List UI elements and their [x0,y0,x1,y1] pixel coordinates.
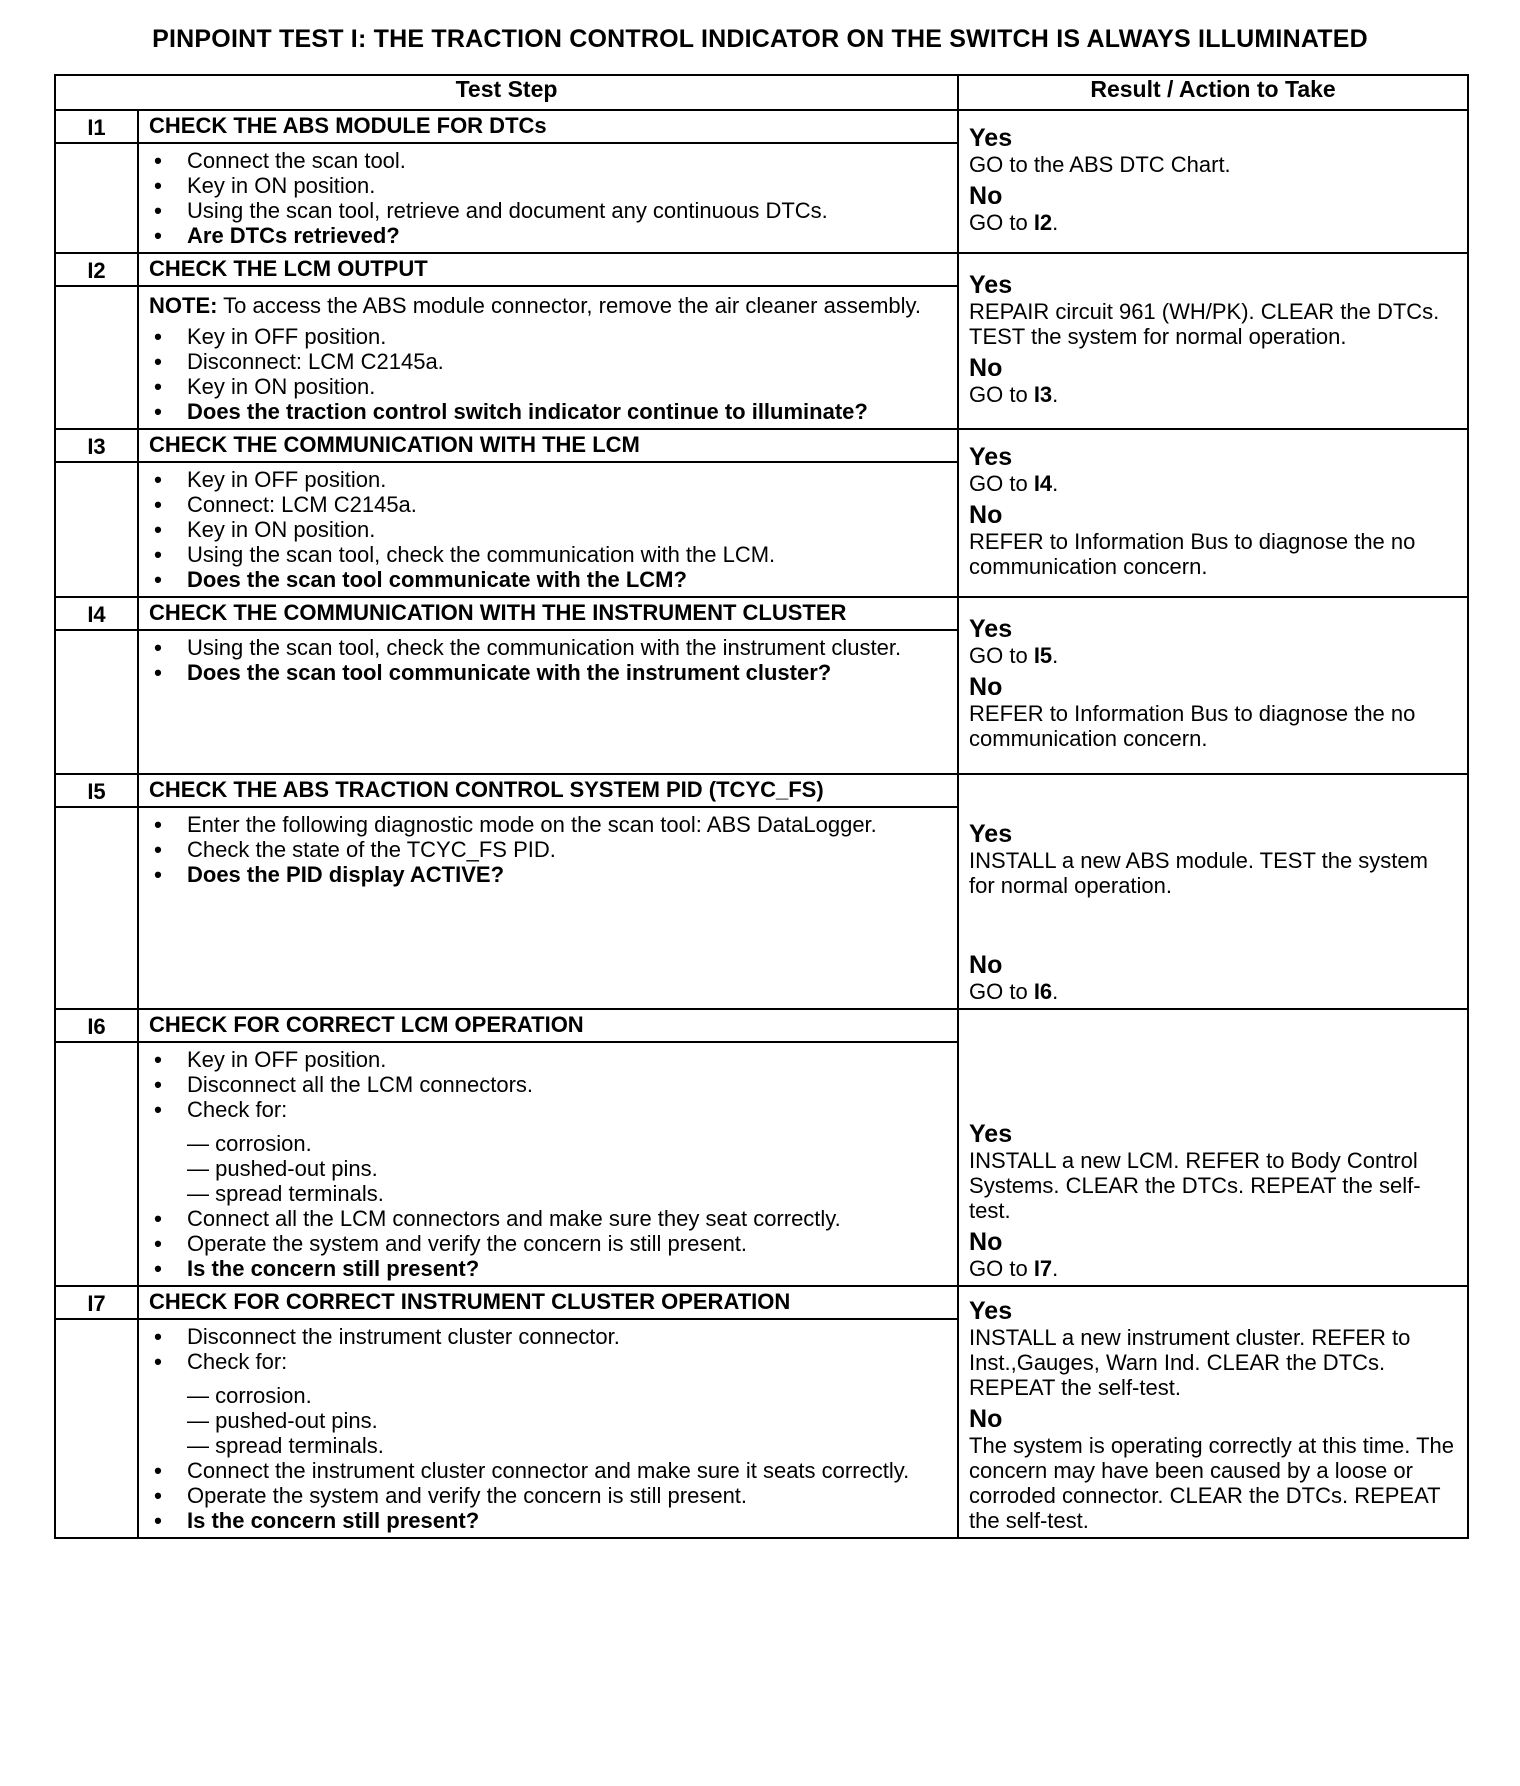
step-row-i6-title [55,1009,1468,1042]
step-bullets [149,1324,947,1533]
no-action: REFER to Information Bus to diagnose the no communication concern. [969,701,1416,751]
yes-label: Yes [969,442,1013,471]
step-title: CHECK THE LCM OUTPUT [138,253,958,286]
header-result: Result / Action to Take [958,75,1468,110]
no-label: No [969,1405,1003,1433]
yes-label: Yes [969,123,1013,152]
list-item: • Connect: LCM C2145a. [154,492,417,517]
step-row-i4-title [55,597,1468,630]
step-result [958,1009,1468,1286]
no-label: No [969,1228,1003,1256]
no-action: REFER to Information Bus to diagnose the no communication concern. [969,528,1416,579]
yes-action: INSTALL a new instrument cluster. REFER to Inst.,Gauges, Warn Ind. CLEAR the DTCs. REPEAT the self-test. [969,1325,1411,1400]
list-item: • Using the scan tool, check the communication with the LCM. [154,542,776,567]
step-result [958,253,1468,429]
no-label: No [969,951,1003,979]
list-item: • Disconnect all the LCM connectors. [154,1072,534,1097]
step-body [138,630,958,774]
yes-action: GO to the ABS DTC Chart. [969,151,1231,177]
table-header-row [55,75,1468,110]
step-title: CHECK FOR CORRECT LCM OPERATION [138,1009,958,1042]
step-result [958,774,1468,1009]
step-id-blank [55,1319,138,1538]
step-id: I6 [55,1009,138,1042]
list-item: • Key in OFF position. [154,324,387,349]
sub-item: — pushed-out pins. [187,1156,378,1181]
step-title: CHECK THE ABS TRACTION CONTROL SYSTEM PID (TCYC_FS) [138,774,958,807]
step-result [958,1286,1468,1538]
step-title: CHECK FOR CORRECT INSTRUMENT CLUSTER OPERATION [138,1286,958,1319]
list-item: • Key in ON position. [154,374,376,399]
page-title: PINPOINT TEST I: THE TRACTION CONTROL INDICATOR ON THE SWITCH IS ALWAYS ILLUMINATED [152,25,1368,53]
yes-action: INSTALL a new ABS module. TEST the system for normal operation. [969,848,1428,898]
step-title: CHECK THE COMMUNICATION WITH THE LCM [138,429,958,462]
step-bullets [149,467,947,592]
step-row-i7-title [55,1286,1468,1319]
no-action: GO to I2. [969,209,1059,235]
yes-label: Yes [969,1120,1013,1148]
result-spacer [969,898,1457,946]
list-item: • Key in ON position. [154,517,376,542]
step-result [958,429,1468,597]
step-id: I2 [55,253,138,286]
yes-label: Yes [969,615,1013,643]
sub-list [149,1131,947,1206]
step-id: I4 [55,597,138,630]
step-body [138,143,958,253]
step-title: CHECK THE COMMUNICATION WITH THE INSTRUMENT CLUSTER [138,597,958,630]
step-id: I1 [55,110,138,143]
yes-label: Yes [969,820,1013,848]
step-row-i2-title [55,253,1468,286]
step-ref: I6 [1033,979,1053,1004]
sub-item: — spread terminals. [187,1433,384,1458]
step-ref: I5 [1033,643,1053,668]
list-item: • Using the scan tool, check the communication with the instrument cluster. [154,635,902,660]
no-action: GO to I7. [969,1256,1059,1281]
step-body [138,462,958,597]
yes-action: GO to I5. [969,643,1059,668]
no-action: GO to I6. [969,979,1059,1004]
step-body [138,1319,958,1538]
pinpoint-test-table [54,74,1469,1539]
step-bullets [149,635,947,685]
list-item: • Connect the scan tool. [154,148,406,173]
sub-item: — corrosion. [187,1383,312,1408]
step-bullets [149,812,947,887]
step-id-blank [55,462,138,597]
no-label: No [969,353,1003,382]
step-row-i3-title [55,429,1468,462]
no-action: The system is operating correctly at this time. The concern may have been caused by a loose or corroded connector. CLEAR the DTCs. REPEAT the self-test. [969,1433,1455,1533]
step-question: • Is the concern still present? [154,1256,480,1281]
sub-item: — pushed-out pins. [187,1408,378,1433]
yes-action: INSTALL a new LCM. REFER to Body Control Systems. CLEAR the DTCs. REPEAT the self-test. [969,1148,1421,1223]
list-item: • Using the scan tool, retrieve and document any continuous DTCs. [154,198,828,223]
list-item: • Check the state of the TCYC_FS PID. [154,837,556,862]
yes-label: Yes [969,270,1013,299]
no-label: No [969,673,1003,701]
step-id: I7 [55,1286,138,1319]
header-test-step: Test Step [55,75,958,110]
yes-action: GO to I4. [969,470,1059,496]
yes-label: Yes [969,1297,1013,1325]
list-item: • Check for: — corrosion. — pushed-out pins. — spread terminals. [149,1097,947,1206]
step-title: CHECK THE ABS MODULE FOR DTCs [138,110,958,143]
step-id-blank [55,807,138,1009]
step-ref: I3 [1033,381,1053,407]
step-question: • Is the concern still present? [154,1508,480,1533]
sub-item: — corrosion. [187,1131,312,1156]
step-bullets [149,324,947,424]
list-item: • Disconnect the instrument cluster connector. [154,1324,620,1349]
step-bullets [149,1047,947,1281]
step-id-blank [55,1042,138,1286]
yes-action: REPAIR circuit 961 (WH/PK). CLEAR the DTCs. TEST the system for normal operation. [969,298,1440,349]
list-item: • Disconnect: LCM C2145a. [154,349,444,374]
step-body [138,807,958,1009]
list-item: • Connect all the LCM connectors and make sure they seat correctly. [154,1206,841,1231]
list-item: • Check for: — corrosion. — pushed-out pins. — spread terminals. [149,1349,947,1458]
step-id: I5 [55,774,138,807]
step-row-i5-title [55,774,1468,807]
step-question: • Does the PID display ACTIVE? [154,862,505,887]
step-question: • Are DTCs retrieved? [154,223,400,248]
step-row-i1-title [55,110,1468,143]
list-item: • Enter the following diagnostic mode on the scan tool: ABS DataLogger. [154,812,877,837]
step-id-blank [55,630,138,774]
list-item: • Connect the instrument cluster connector and make sure it seats correctly. [154,1458,910,1483]
no-label: No [969,500,1003,529]
step-result [958,597,1468,774]
step-ref: I4 [1033,470,1053,496]
no-action: GO to I3. [969,381,1059,407]
list-item: • Key in OFF position. [154,467,387,492]
step-question: • Does the traction control switch indicator continue to illuminate? [154,399,868,424]
sub-list [149,1383,947,1458]
sub-item: — spread terminals. [187,1181,384,1206]
list-item: • Key in OFF position. [154,1047,387,1072]
list-item: • Operate the system and verify the concern is still present. [154,1483,748,1508]
list-item: • Key in ON position. [154,173,376,198]
step-question: • Does the scan tool communicate with the LCM? [154,567,687,592]
step-ref: I2 [1033,209,1053,235]
step-id: I3 [55,429,138,462]
step-ref: I7 [1033,1256,1053,1281]
step-id-blank [55,143,138,253]
step-id-blank [55,286,138,429]
step-question: • Does the scan tool communicate with the instrument cluster? [154,660,832,685]
no-label: No [969,181,1003,210]
list-item: • Operate the system and verify the concern is still present. [154,1231,748,1256]
step-body [138,1042,958,1286]
step-note: NOTE: To access the ABS module connector, remove the air cleaner assembly. [149,293,922,318]
step-body [138,286,958,429]
step-result [958,110,1468,253]
step-bullets [149,148,947,248]
